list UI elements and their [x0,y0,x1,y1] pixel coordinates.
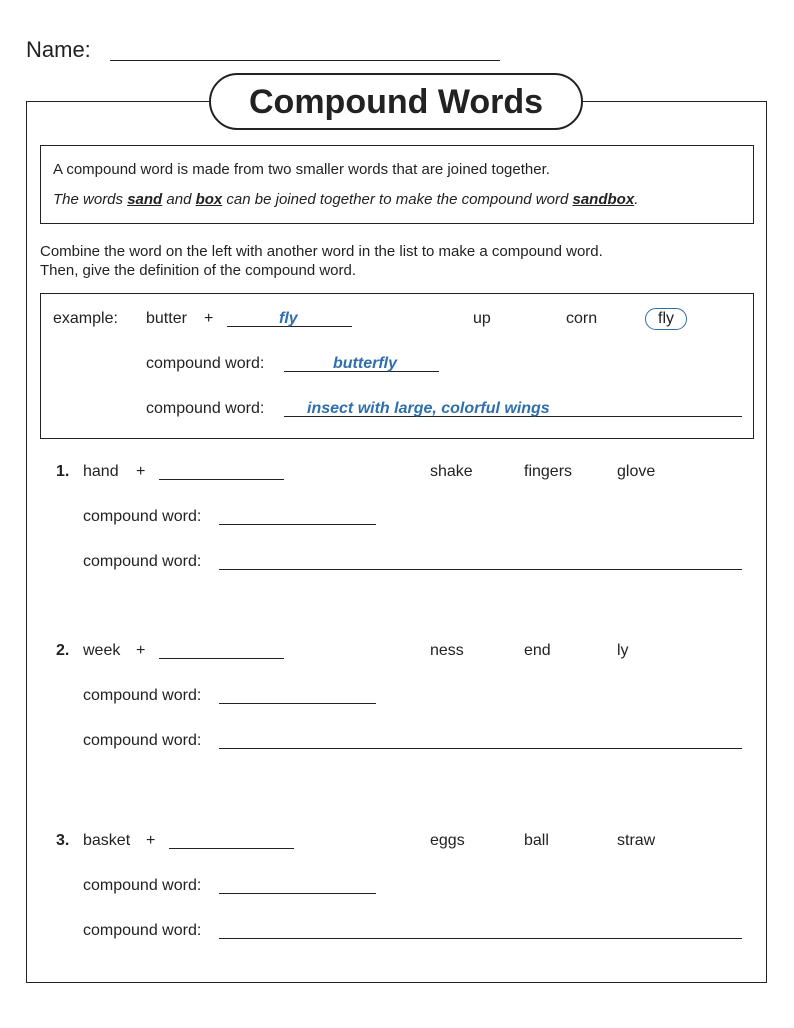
compound-word-blank[interactable] [219,703,376,704]
compound-word-label: compound word: [83,508,202,525]
question-base-word: basket [83,832,131,849]
choice-word[interactable]: glove [617,463,656,480]
plus-sign: + [204,310,214,327]
answer-blank[interactable] [169,848,294,849]
title-banner [209,73,583,130]
example-choice-2: corn [566,310,598,327]
example-text-part: The words [53,191,128,208]
example-word-sand: sand [127,191,163,208]
definition-blank[interactable] [219,938,742,939]
example-definition-answer: insect with large, colorful wings [307,400,550,417]
definition-box [40,145,754,224]
plus-sign: + [146,832,156,849]
definition-blank[interactable] [219,748,742,749]
definition-label: compound word: [83,922,202,939]
definition-label: compound word: [146,400,265,417]
definition-text: A compound word is made from two smaller words that are joined together. [53,161,550,178]
example-text-part: and [162,191,196,208]
choice-word[interactable]: ly [617,642,629,659]
name-label: Name: [26,37,91,62]
example-label: example: [53,310,118,327]
question-number: 3. [56,832,70,849]
question-base-word: hand [83,463,119,480]
choice-word[interactable]: fingers [524,463,573,480]
answer-blank[interactable] [159,479,284,480]
compound-word-blank[interactable] [219,524,376,525]
choice-word[interactable]: eggs [430,832,465,849]
example-text-part: can be joined together to make the compound word [222,191,573,208]
definition-example-text [53,190,638,210]
compound-word-label: compound word: [83,877,202,894]
example-base-word: butter [146,310,187,327]
choice-word[interactable]: end [524,642,551,659]
example-choice-1: up [473,310,491,327]
name-input-line[interactable] [110,60,500,61]
example-choice-selected: fly [645,308,687,330]
plus-sign: + [136,642,146,659]
compound-word-blank[interactable] [219,893,376,894]
plus-sign: + [136,463,146,480]
example-word-sandbox: sandbox [572,191,635,208]
page-title: Compound Words [249,82,543,121]
example-answer: fly [279,310,298,327]
choice-word[interactable]: straw [617,832,656,849]
example-text-part: . [634,191,639,208]
choice-word[interactable]: ball [524,832,549,849]
example-compound-answer: butterfly [333,355,397,372]
question-base-word: week [83,642,121,659]
definition-label: compound word: [83,732,202,749]
example-word-box: box [195,191,223,208]
definition-blank[interactable] [219,569,742,570]
instructions-line-1: Combine the word on the left with another word in the list to make a compound word. [40,243,603,260]
definition-label: compound word: [83,553,202,570]
choice-word[interactable]: shake [430,463,473,480]
question-number: 1. [56,463,70,480]
choice-word[interactable]: ness [430,642,464,659]
compound-word-label: compound word: [146,355,265,372]
compound-word-label: compound word: [83,687,202,704]
worksheet-frame [26,101,767,983]
answer-blank[interactable] [159,658,284,659]
question-number: 2. [56,642,70,659]
instructions-line-2: Then, give the definition of the compound word. [40,262,357,279]
